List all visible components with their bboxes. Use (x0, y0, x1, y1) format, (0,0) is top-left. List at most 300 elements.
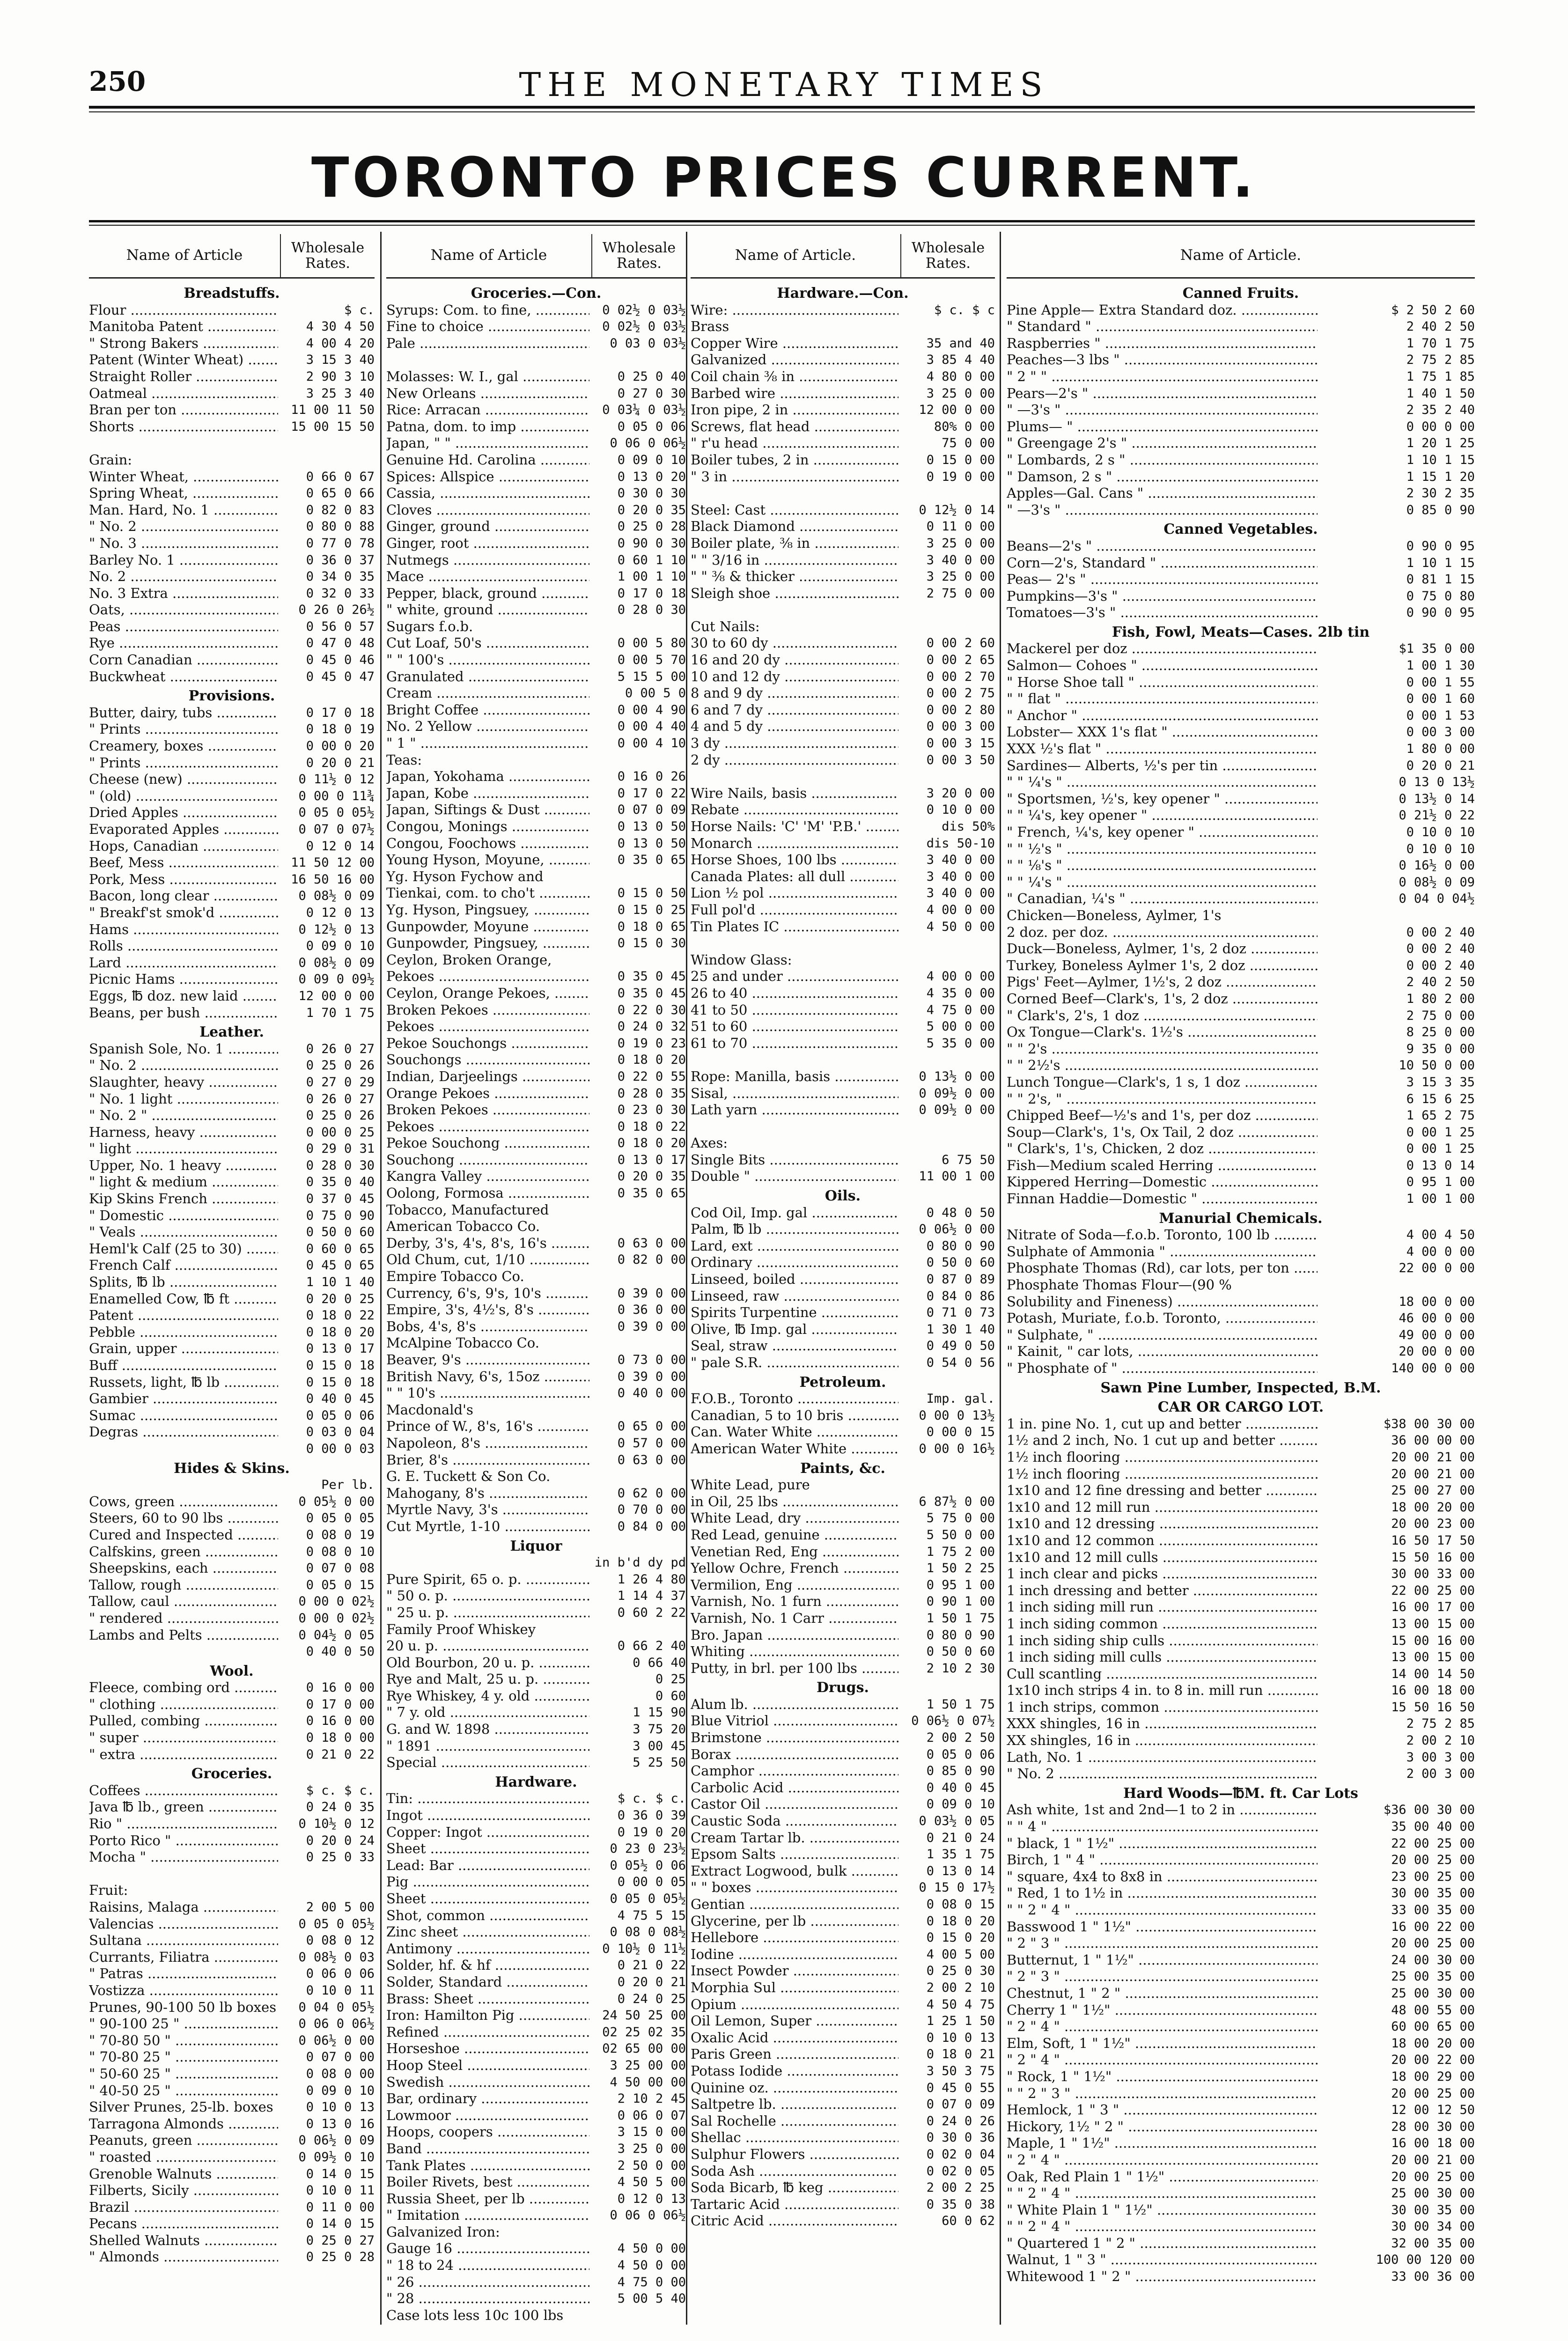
wholesale-rate: 4 80 0 00 (926, 369, 995, 384)
article-name: Corned Beef—Clark's, 1's, 2 doz ..... (1007, 991, 1318, 1008)
article-name: " Domestic ..... (89, 1207, 278, 1224)
wholesale-rate: 0 04½ 0 05 (298, 1627, 375, 1642)
price-row (89, 435, 375, 452)
article-name: 10 and 12 dy ..... (691, 669, 898, 685)
wholesale-rate: 12 00 0 00 (919, 403, 995, 418)
article-name: Rye and Malt, 25 u. p. ..... (386, 1671, 589, 1688)
wholesale-rate: 1 35 1 75 (926, 1847, 995, 1862)
price-row (386, 652, 686, 669)
article-name: Souchong ..... (386, 1152, 589, 1169)
wholesale-rate: 3 25 0 00 (926, 536, 995, 551)
price-row (89, 938, 375, 955)
article-name: Sugars f.o.b. (386, 618, 473, 634)
wholesale-rate: 15 50 16 50 (1391, 1700, 1475, 1715)
article-name: Raisins, Malaga ..... (89, 1899, 278, 1916)
wholesale-rate: 0 16 0 26 (617, 769, 686, 784)
price-row (691, 1441, 995, 1458)
wholesale-rate: 3 20 0 00 (926, 786, 995, 801)
article-name: Alum lb. ..... (691, 1696, 898, 1713)
wholesale-rate: 2 50 0 00 (617, 2158, 686, 2173)
article-name: Red Lead, genuine ..... (691, 1527, 898, 1544)
wholesale-rate: 1 50 1 75 (926, 1697, 995, 1712)
article-name: " 90-100 25 " ..... (89, 2016, 278, 2032)
wholesale-rate: 3 25 0 00 (926, 569, 995, 584)
wholesale-rate: 0 66 40 (633, 1655, 686, 1670)
article-name: Young Hyson, Moyune, ..... (386, 852, 589, 869)
wholesale-rate: 0 06½ 0 00 (919, 1222, 995, 1237)
article-name: Shelled Walnuts ..... (89, 2232, 278, 2249)
wholesale-rate: 25 00 35 00 (1391, 1969, 1475, 1984)
price-row (691, 1221, 995, 1238)
article-name: Whitewood 1 " 2 " ..... (1007, 2268, 1318, 2285)
article-name: Iodine ..... (691, 1946, 898, 1963)
wholesale-rate: 0 35 0 38 (926, 2197, 995, 2212)
wholesale-rate: 36 00 00 00 (1391, 1433, 1475, 1448)
price-row (89, 921, 375, 938)
article-name: Buckwheat ..... (89, 669, 278, 685)
wholesale-rate: 1 15 90 (633, 1705, 686, 1720)
article-name (691, 485, 898, 502)
wholesale-rate: 18 00 20 00 (1391, 2036, 1475, 2051)
wholesale-rate: 20 00 22 00 (1391, 2053, 1475, 2068)
price-row (89, 1949, 375, 1966)
article-name: Bar, ordinary ..... (386, 2091, 589, 2107)
wholesale-rate: 0 10 0 10 (1406, 825, 1475, 839)
price-row (386, 352, 686, 368)
price-row (691, 735, 995, 752)
wholesale-rate: 12 00 12 50 (1391, 2103, 1475, 2118)
price-row (89, 2032, 375, 2049)
price-row (691, 852, 995, 869)
article-name: Cut Myrtle, 1-10 ..... (386, 1518, 589, 1535)
article-name: Pine Apple— Extra Standard doz. ..... (1007, 302, 1318, 319)
wholesale-rate: 4 00 4 50 (1406, 1228, 1475, 1243)
wholesale-rate: 0 04 0 05½ (298, 2000, 375, 2015)
price-row (691, 1271, 995, 1288)
price-row (89, 2182, 375, 2199)
wholesale-rate: 0 21½ 0 22 (1399, 808, 1475, 823)
price-row (89, 1324, 375, 1341)
price-row (386, 419, 686, 435)
wholesale-rate: 0 20 0 25 (306, 1291, 375, 1306)
article-name (691, 1119, 898, 1135)
price-row (89, 838, 375, 855)
wholesale-rate: 0 40 0 00 (617, 1386, 686, 1401)
wholesale-rate: 0 45 0 55 (926, 2080, 995, 2095)
article-name: Molasses: W. I., gal ..... (386, 368, 589, 385)
article-name: Bro. Japan ..... (691, 1627, 898, 1644)
article-name: " Quartered 1 " 2 " ..... (1007, 2235, 1318, 2252)
price-row (89, 2249, 375, 2266)
price-row (691, 1879, 995, 1896)
article-name: Orange Pekoes ..... (386, 1085, 589, 1102)
article-name: Can. Water White ..... (691, 1424, 898, 1441)
wholesale-rate: 0 00 1 53 (1406, 708, 1475, 723)
article-name (386, 352, 589, 368)
price-row (89, 1005, 375, 1022)
article-name: White Lead, pure (691, 1477, 810, 1493)
wholesale-rate: 0 00 0 25 (306, 1125, 375, 1140)
price-row (386, 1102, 686, 1119)
wholesale-rate: 2 40 2 50 (1406, 975, 1475, 990)
article-name: " " 2's ..... (1007, 1041, 1318, 1058)
article-name: Upper, No. 1 heavy ..... (89, 1157, 278, 1174)
price-row (386, 1502, 686, 1518)
price-row (1007, 318, 1475, 335)
article-name: Brier, 8's ..... (386, 1452, 589, 1469)
article-name: Case lots less 10c 100 lbs (386, 2307, 564, 2323)
wholesale-rate: 2 00 2 50 (926, 1730, 995, 1745)
article-name: Shot, common ..... (386, 1907, 589, 1924)
article-name: " No. 2 ..... (1007, 1766, 1318, 1782)
article-name: Horse Shoes, 100 lbs ..... (691, 852, 898, 869)
price-row (386, 1655, 686, 1671)
wholesale-rate: 22 00 25 00 (1391, 1583, 1475, 1598)
wholesale-rate: 1 00 1 00 (1406, 1192, 1475, 1207)
article-name: Myrtle Navy, 3's ..... (386, 1502, 589, 1518)
article-name: Empire, 3's, 4½'s, 8's ..... (386, 1302, 589, 1318)
article-name: Bacon, long clear ..... (89, 888, 278, 905)
price-row (89, 1424, 375, 1441)
price-row (386, 1052, 686, 1068)
article-name: F.O.B., Toronto ..... (691, 1391, 898, 1407)
price-row (1007, 891, 1475, 907)
price-row (691, 1746, 995, 1763)
article-name: Sal Rochelle ..... (691, 2113, 898, 2130)
article-name: No. 2 ..... (89, 568, 278, 585)
article-name: Galvanized ..... (691, 352, 898, 368)
wholesale-rate: 0 05½ 0 00 (298, 1494, 375, 1509)
wholesale-rate: 25 00 30 00 (1391, 1986, 1475, 2001)
article-name: Special ..... (386, 1754, 589, 1771)
wholesale-rate: 30 00 35 00 (1391, 2202, 1475, 2217)
article-name: Souchongs ..... (386, 1052, 589, 1068)
wholesale-rate: 0 07 0 07½ (298, 822, 375, 837)
article-name: Pekoe Souchong ..... (386, 1135, 589, 1152)
price-row (691, 885, 995, 902)
price-row (386, 2057, 686, 2074)
price-row (386, 1671, 686, 1688)
price-row (386, 968, 686, 985)
article-name: " " 2 " 4 " ..... (1007, 2185, 1318, 2202)
price-row (691, 919, 995, 935)
price-row (386, 1605, 686, 1621)
article-name: Epsom Salts ..... (691, 1846, 898, 1863)
article-name: McAlpine Tobacco Co. (386, 1335, 539, 1351)
article-name: Monarch ..... (691, 835, 898, 852)
wholesale-rate: 0 20 0 21 (1406, 758, 1475, 773)
price-row (89, 871, 375, 888)
article-name: New Orleans ..... (386, 385, 589, 402)
price-row (691, 985, 995, 1002)
wholesale-rate: 30 00 34 00 (1391, 2219, 1475, 2234)
article-name: Currants, Filiatra ..... (89, 1949, 278, 1966)
wholesale-rate: 0 15 0 25 (617, 902, 686, 917)
wholesale-rate: 2 30 2 35 (1406, 486, 1475, 501)
article-name: Beans, per bush ..... (89, 1005, 278, 1022)
price-row (386, 1941, 686, 1958)
wholesale-rate: 0 00 2 65 (926, 653, 995, 668)
price-row (386, 1369, 686, 1385)
price-row (1007, 2169, 1475, 2186)
price-row (386, 1907, 686, 1924)
wholesale-rate (589, 1335, 686, 1352)
article-name: Apples—Gal. Cans " ..... (1007, 485, 1318, 502)
price-row (386, 302, 686, 319)
price-row (386, 1285, 686, 1302)
price-row (691, 1510, 995, 1527)
wholesale-rate: 0 02½ 0 03½ (602, 302, 686, 317)
price-row (1007, 502, 1475, 519)
article-name: " " 3/16 in ..... (691, 552, 898, 569)
article-name: Peaches—3 lbs " ..... (1007, 352, 1318, 368)
wholesale-rate: 0 08 0 00 (306, 2066, 375, 2081)
article-name: Fish—Medium scaled Herring ..... (1007, 1157, 1318, 1174)
price-row (1007, 402, 1475, 419)
price-row (1007, 1516, 1475, 1532)
article-name: Iron: Hamilton Pig ..... (386, 2007, 589, 2024)
article-name: Ash white, 1st and 2nd—1 to 2 in ..... (1007, 1802, 1318, 1818)
price-row (89, 568, 375, 585)
article-name: Black Diamond ..... (691, 518, 898, 535)
wholesale-rate: 0 16 0 00 (306, 1680, 375, 1695)
section-heading: Fish, Fowl, Meats—Cases. 2lb tin (1112, 624, 1370, 640)
wholesale-rate: 35 and 40 (926, 336, 995, 351)
wholesale-rate: 0 84 0 00 (617, 1519, 686, 1534)
wholesale-rate (589, 1268, 686, 1285)
price-row (1007, 538, 1475, 555)
price-row (89, 368, 375, 385)
price-row (89, 1866, 375, 1883)
price-row (691, 1610, 995, 1627)
wholesale-rate: 25 00 30 00 (1391, 2186, 1475, 2201)
article-name: Lunch Tongue—Clark's, 1 s, 1 doz ..... (1007, 1074, 1318, 1091)
article-name: Slaughter, heavy ..... (89, 1074, 278, 1091)
wholesale-rate: 0 21 0 22 (617, 1958, 686, 1973)
price-row (89, 2116, 375, 2133)
price-row (386, 1571, 686, 1588)
section-heading: Groceries. (191, 1766, 272, 1782)
wholesale-rate: 0 32 0 33 (306, 586, 375, 601)
wholesale-rate: 0 28 0 35 (617, 1086, 686, 1101)
article-name: 1½ inch flooring ..... (1007, 1449, 1318, 1466)
article-name: No. 3 Extra ..... (89, 585, 278, 602)
wholesale-rate: 0 25 0 28 (306, 2250, 375, 2265)
price-row (1007, 1835, 1475, 1852)
wholesale-rate: 0 13½ 0 14 (1399, 791, 1475, 806)
name-of-article-header: Name of Article (126, 247, 243, 264)
wholesale-rate: 0 36 0 00 (617, 1303, 686, 1318)
price-row (691, 1205, 995, 1222)
wholesale-rate: 0 13 0 14 (926, 1863, 995, 1878)
article-name: XX shingles, 16 in ..... (1007, 1732, 1318, 1749)
article-name: " square, 4x4 to 8x8 in ..... (1007, 1869, 1318, 1885)
article-name: Fruit: (89, 1882, 128, 1899)
article-name: Canadian, 5 to 10 bris ..... (691, 1407, 898, 1424)
price-row (386, 1891, 686, 1907)
price-column-4 (1007, 234, 1475, 2322)
price-row (89, 2199, 375, 2216)
article-name: Gauge 16 ..... (386, 2240, 589, 2257)
wholesale-rate: 2 10 2 30 (926, 1661, 995, 1676)
article-name: Winter Wheat, ..... (89, 469, 278, 486)
wholesale-rate: 0 17 0 00 (306, 1697, 375, 1712)
article-name: Enamelled Cow, ℔ ft ..... (89, 1291, 278, 1308)
price-row (386, 1119, 686, 1135)
article-name: Napoleon, 8's ..... (386, 1435, 589, 1452)
article-name: Oolong, Formosa ..... (386, 1185, 589, 1202)
price-row (1007, 1802, 1475, 1818)
price-row (1007, 2268, 1475, 2285)
article-name: Broken Pekoes ..... (386, 1102, 589, 1119)
wholesale-rate: 0 11 0 00 (306, 2200, 375, 2215)
price-row (386, 2107, 686, 2124)
article-name: Fine to choice ..... (386, 318, 589, 335)
article-name: Oatmeal ..... (89, 385, 278, 402)
article-name: Brazil ..... (89, 2199, 278, 2216)
wholesale-rate: 0 09 0 10 (926, 1797, 995, 1812)
wholesale-rate: 0 09½ 0 00 (919, 1103, 995, 1118)
article-name: Spirits Turpentine ..... (691, 1304, 898, 1321)
article-name: Yg. Hyson Fychow and (386, 868, 544, 884)
article-name: Ceylon, Broken Orange, (386, 951, 552, 968)
wholesale-rate: 0 10 0 00 (926, 802, 995, 817)
wholesale-rate: 0 00 2 60 (926, 636, 995, 651)
article-name: 1 in. pine No. 1, cut up and better ..... (1007, 1416, 1318, 1433)
price-row (691, 1288, 995, 1305)
price-row (89, 2049, 375, 2066)
wholesale-rate: 0 25 0 33 (306, 1850, 375, 1865)
wholesale-rate: 0 06 0 07 (617, 2108, 686, 2123)
article-name: Steers, 60 to 90 lbs ..... (89, 1510, 278, 1527)
section-heading: Liquor (510, 1538, 562, 1554)
wholesale-rate: 0 00 0 13½ (919, 1408, 995, 1423)
wholesale-rate: 0 13 0 50 (617, 836, 686, 851)
price-row (1007, 555, 1475, 572)
article-name: Kangra Valley ..... (386, 1168, 589, 1185)
article-name: Mahogany, 8's ..... (386, 1485, 589, 1502)
article-name: Sulphur Flowers ..... (691, 2146, 898, 2163)
article-name: Cassia, ..... (386, 485, 589, 502)
wholesale-rate: 1 75 2 00 (926, 1544, 995, 1559)
article-name: Refined ..... (386, 2024, 589, 2041)
price-row (89, 1999, 375, 2016)
wholesale-rate: 0 00 0 02½ (298, 1594, 375, 1609)
price-row (386, 1002, 686, 1019)
price-row (1007, 1902, 1475, 1919)
article-name: Sultana ..... (89, 1932, 278, 1949)
price-row (691, 1254, 995, 1271)
article-name: Tarragona Almonds ..... (89, 2116, 278, 2133)
wholesale-rate: 3 15 3 35 (1406, 1075, 1475, 1090)
wholesale-rate: 0 03½ 0 05 (919, 1814, 995, 1829)
wholesale-rate: 4 75 0 00 (926, 1002, 995, 1017)
price-row (1007, 2235, 1475, 2252)
article-name: Borax ..... (691, 1746, 898, 1763)
price-row (386, 1824, 686, 1841)
wholesale-rate: 0 00 5 80 (617, 636, 686, 651)
wholesale-rate: 20 00 0 00 (1399, 1344, 1475, 1359)
wholesale-rate: 80% 0 00 (934, 419, 995, 434)
wholesale-rate: 2 00 5 00 (306, 1900, 375, 1914)
price-row (89, 1274, 375, 1291)
price-row (386, 1991, 686, 2008)
wholesale-rate: 5 00 5 40 (617, 2291, 686, 2306)
wholesale-rate: 1 25 1 50 (926, 2014, 995, 2029)
price-row (1007, 485, 1475, 502)
article-name: Hams ..... (89, 921, 278, 938)
wholesale-rate: 0 06½ 0 07½ (911, 1714, 995, 1729)
article-name: Copper: Ingot ..... (386, 1824, 589, 1841)
price-row (386, 885, 686, 902)
section-heading: Petroleum. (799, 1374, 886, 1391)
article-name: Single Bits ..... (691, 1152, 898, 1169)
price-row (691, 1713, 995, 1730)
price-row (691, 702, 995, 719)
article-name: Tartaric Acid ..... (691, 2196, 898, 2213)
article-name: 1 inch siding mill run ..... (1007, 1599, 1318, 1616)
article-name: Pekoe Souchongs ..... (386, 1035, 589, 1052)
wholesale-rate: 0 00 1 60 (1406, 692, 1475, 707)
price-row (1007, 2252, 1475, 2268)
wholesale-rate: 0 00 3 50 (926, 752, 995, 767)
article-name: Extract Logwood, bulk ..... (691, 1863, 898, 1880)
article-name: 1 inch siding common ..... (1007, 1616, 1318, 1633)
price-row (691, 1560, 995, 1577)
price-row (89, 1679, 375, 1696)
price-row (89, 469, 375, 486)
price-row (386, 2124, 686, 2141)
article-name: Patent (Winter Wheat) ..... (89, 352, 278, 368)
wholesale-rate: 10 50 0 00 (1399, 1058, 1475, 1073)
price-row (386, 502, 686, 519)
article-name: 1½ inch flooring ..... (1007, 1466, 1318, 1483)
wholesale-rate: 0 00 2 40 (1406, 942, 1475, 957)
wholesale-rate: $1 35 0 00 (1399, 641, 1475, 656)
article-name: Buff ..... (89, 1357, 278, 1374)
wholesale-rate: 0 18 0 20 (306, 1325, 375, 1340)
article-name (89, 1866, 278, 1883)
article-name: Chestnut, 1 " 2 " ..... (1007, 1985, 1318, 2002)
price-row (89, 1746, 375, 1763)
article-name: Butter, dairy, tubs ..... (89, 705, 278, 721)
price-row (691, 2196, 995, 2213)
article-name: Oxalic Acid ..... (691, 2030, 898, 2047)
price-row (386, 952, 686, 969)
article-name: Kippered Herring—Domestic ..... (1007, 1174, 1318, 1191)
article-name: Mocha " ..... (89, 1849, 278, 1866)
price-row (691, 1763, 995, 1780)
article-name: Sleigh shoe ..... (691, 585, 898, 602)
article-name: Camphor ..... (691, 1763, 898, 1780)
price-row (386, 869, 686, 885)
wholesale-rate: 0 18 0 65 (617, 919, 686, 934)
price-row (691, 435, 995, 452)
price-row (89, 1191, 375, 1207)
article-name: Brimstone ..... (691, 1730, 898, 1746)
article-name: " 2 " " ..... (1007, 368, 1318, 385)
price-row (386, 702, 686, 719)
article-name: Plums— " ..... (1007, 419, 1318, 435)
article-name: " Breakf'st smok'd ..... (89, 905, 278, 921)
price-row (386, 1485, 686, 1502)
wholesale-rate: 0 00 1 25 (1406, 1125, 1475, 1140)
wholesale-rate: 0 45 0 47 (306, 669, 375, 684)
wholesale-rate: 0 22 0 30 (617, 1002, 686, 1017)
article-name: " Horse Shoe tall " ..... (1007, 674, 1318, 691)
wholesale-rate (898, 1052, 995, 1068)
price-row (386, 735, 686, 752)
